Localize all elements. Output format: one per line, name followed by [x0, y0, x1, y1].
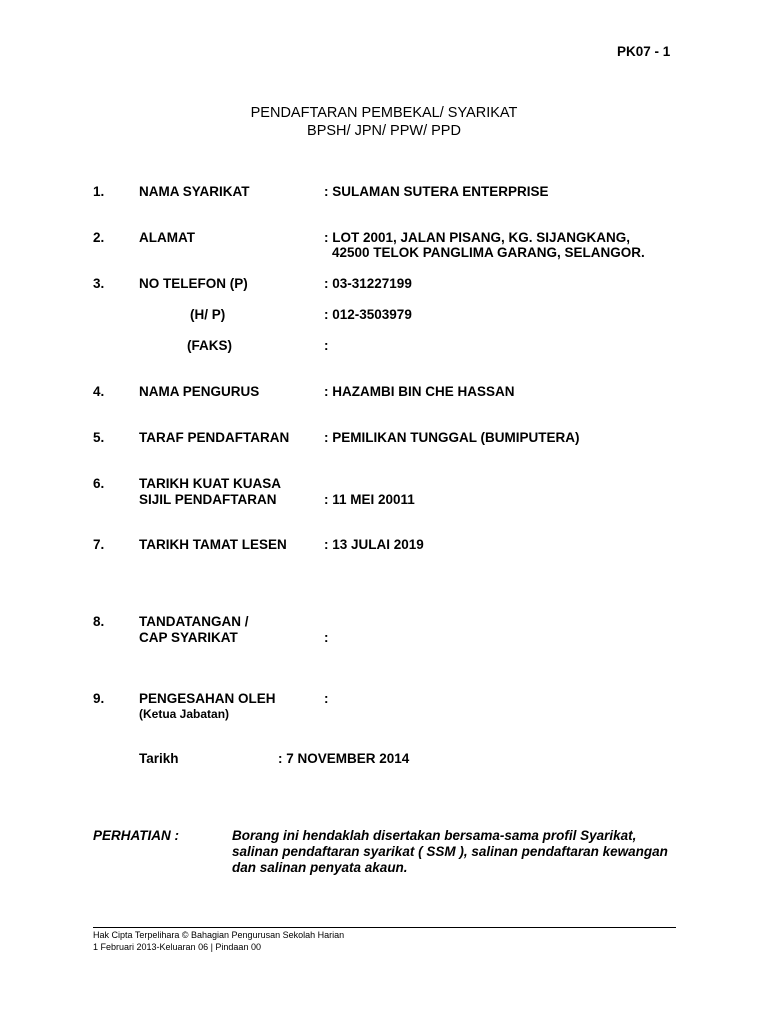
field-value: :: [324, 630, 329, 645]
field-label-line2: SIJIL PENDAFTARAN: [139, 492, 277, 507]
field-label: TANDATANGAN /: [139, 614, 249, 629]
field-label: PENGESAHAN OLEH: [139, 691, 276, 706]
field-value: : 012-3503979: [324, 307, 412, 322]
field-label: (FAKS): [187, 338, 232, 353]
field-value: : 11 MEI 20011: [324, 492, 415, 507]
field-value-line2: 42500 TELOK PANGLIMA GARANG, SELANGOR.: [332, 245, 645, 260]
field-label: (H/ P): [190, 307, 226, 322]
field-value: :: [324, 691, 329, 706]
notice-text: Borang ini hendaklah disertakan bersama-sama profil Syarikat, salinan pendaftaran syarikat ( SSM ), salinan pendaftaran kewangan dan salinan penyata akaun.: [232, 828, 668, 875]
row-number: 9.: [93, 691, 105, 706]
field-label: TARIKH TAMAT LESEN: [139, 537, 287, 552]
notice-label: PERHATIAN :: [93, 828, 179, 843]
field-value: : LOT 2001, JALAN PISANG, KG. SIJANGKANG,: [324, 230, 631, 245]
footer-copyright: Hak Cipta Terpelihara © Bahagian Pengurusan Sekolah Harian: [93, 930, 345, 940]
document-code: PK07 - 1: [617, 44, 671, 59]
field-value: :: [324, 338, 329, 353]
field-value: : SULAMAN SUTERA ENTERPRISE: [324, 184, 549, 199]
field-value: : 13 JULAI 2019: [324, 537, 424, 552]
row-number: 6.: [93, 476, 105, 491]
row-number: 3.: [93, 276, 105, 291]
row-number: 8.: [93, 614, 105, 629]
field-label: TARIKH KUAT KUASA: [139, 476, 281, 491]
field-value: : 7 NOVEMBER 2014: [278, 751, 410, 766]
row-number: 5.: [93, 430, 105, 445]
form-subtitle: BPSH/ JPN/ PPW/ PPD: [307, 123, 461, 139]
row-number: 2.: [93, 230, 105, 245]
footer-divider: [93, 927, 676, 928]
field-sublabel: (Ketua Jabatan): [139, 707, 230, 721]
field-value: : HAZAMBI BIN CHE HASSAN: [324, 384, 515, 399]
field-label-line2: CAP SYARIKAT: [139, 630, 238, 645]
field-label: NAMA SYARIKAT: [139, 184, 250, 199]
field-label: Tarikh: [139, 751, 179, 766]
form-title: PENDAFTARAN PEMBEKAL/ SYARIKAT: [250, 105, 518, 121]
field-label: NO TELEFON (P): [139, 276, 248, 291]
field-label: ALAMAT: [139, 230, 195, 245]
field-value: : 03-31227199: [324, 276, 412, 291]
row-number: 1.: [93, 184, 105, 199]
footer-revision: 1 Februari 2013-Keluaran 06 | Pindaan 00: [93, 942, 261, 952]
row-number: 4.: [93, 384, 105, 399]
field-label: NAMA PENGURUS: [139, 384, 260, 399]
row-number: 7.: [93, 537, 105, 552]
field-label: TARAF PENDAFTARAN: [139, 430, 290, 445]
field-value: : PEMILIKAN TUNGGAL (BUMIPUTERA): [324, 430, 580, 445]
